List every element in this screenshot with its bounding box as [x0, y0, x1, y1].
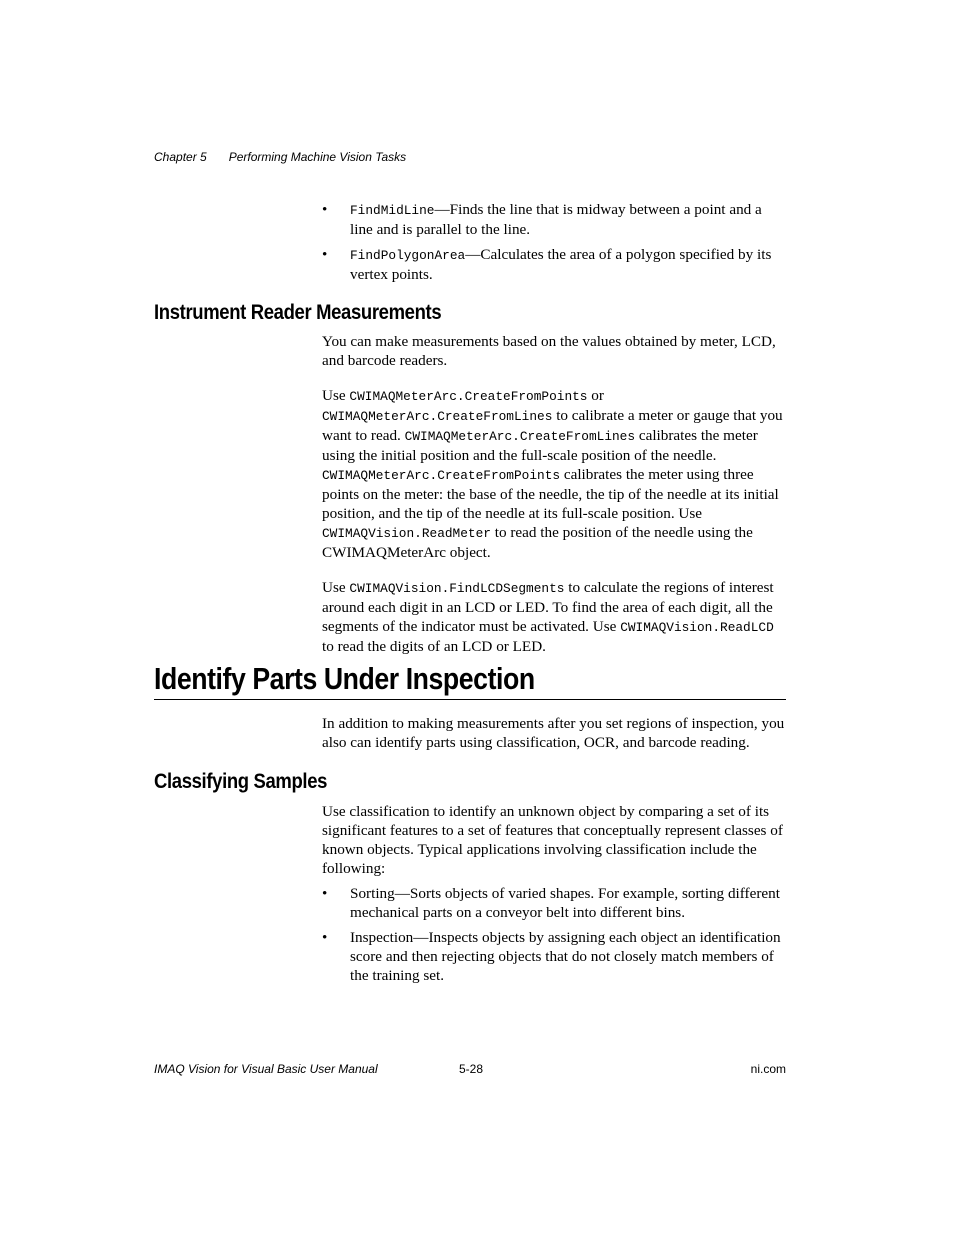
paragraph: Use classification to identify an unknown object by comparing a set of its significant features to a set of features that conceptually represent classes of known objects. Typical applications involving classification include the following:: [322, 803, 783, 877]
code-run: CWIMAQVision.ReadLCD: [620, 620, 774, 635]
instrument-section-body: [322, 332, 788, 656]
text-run: to calculate the regions of interest around each digit in an LCD or LED. To find the area of each digit, all the segments of the indicator must be activated. Use: [322, 579, 774, 635]
text-run: to read the position of the needle using the CWIMAQMeterArc object.: [322, 524, 753, 561]
list-item-text: Inspection—Inspects objects by assigning each object an identification score and then rejecting objects that do not closely match members of the training set.: [350, 929, 781, 984]
section-heading-classifying: Classifying Samples: [154, 770, 328, 793]
code-run: CWIMAQVision.ReadMeter: [322, 526, 491, 541]
identify-section-body: [322, 714, 788, 752]
bullet-icon: •: [322, 885, 328, 902]
list-item: [322, 884, 788, 922]
list-item: [322, 200, 788, 239]
list-item-text: Sorting—Sorts objects of varied shapes. For example, sorting different mechanical parts on a conveyor belt into different bins.: [350, 885, 780, 921]
list-item: [322, 928, 788, 985]
classifying-section-body: [322, 802, 788, 991]
text-run: Use: [322, 579, 350, 596]
section-heading-instrument: Instrument Reader Measurements: [154, 301, 442, 324]
chapter-title: Performing Machine Vision Tasks: [228, 150, 407, 164]
page-header: [154, 150, 406, 164]
text-run: to calibrate a meter or gauge that you want to read.: [322, 407, 783, 444]
text-run: Use: [322, 387, 350, 404]
code-run: CWIMAQVision.FindLCDSegments: [349, 581, 565, 596]
chapter-section-heading: Identify Parts Under Inspection: [154, 661, 535, 696]
bullet-icon: •: [322, 929, 328, 946]
footer-website: ni.com: [750, 1062, 786, 1076]
bullet-icon: •: [322, 201, 328, 218]
text-run: calibrates the meter using three points on the meter: the base of the needle, the tip of the needle at its initial position, and the tip of the needle at its full-scale position. Use: [322, 466, 779, 522]
paragraph: You can make measurements based on the values obtained by meter, LCD, and barcode readers.: [322, 333, 776, 369]
chapter-label: Chapter 5: [154, 150, 207, 164]
footer-manual-title: IMAQ Vision for Visual Basic User Manual: [154, 1062, 378, 1076]
function-name: FindPolygonArea: [350, 248, 466, 263]
text-run: to read the digits of an LCD or LED.: [322, 638, 546, 655]
function-name: FindMidLine: [350, 203, 435, 218]
function-description: —Calculates the area of a polygon specified by its vertex points.: [350, 246, 772, 283]
text-run: or: [587, 387, 604, 404]
code-run: CWIMAQMeterArc.CreateFromPoints: [349, 389, 588, 404]
list-item: [322, 245, 788, 284]
bullet-icon: •: [322, 246, 328, 263]
paragraph: In addition to making measurements after you set regions of inspection, you also can identify parts using classification, OCR, and barcode reading.: [322, 715, 785, 751]
paragraph: [322, 386, 788, 562]
heading-rule: [154, 699, 786, 700]
function-description: —Finds the line that is midway between a point and a line and is parallel to the line.: [350, 201, 762, 238]
text-run: calibrates the meter using the initial position and the full-scale position of the needle.: [322, 427, 758, 464]
code-run: CWIMAQMeterArc.CreateFromPoints: [322, 468, 561, 483]
code-run: CWIMAQMeterArc.CreateFromLines: [404, 429, 636, 444]
paragraph: [322, 578, 788, 656]
footer-page-number: 5-28: [459, 1062, 484, 1076]
code-run: CWIMAQMeterArc.CreateFromLines: [322, 409, 553, 424]
function-list: [322, 200, 788, 290]
